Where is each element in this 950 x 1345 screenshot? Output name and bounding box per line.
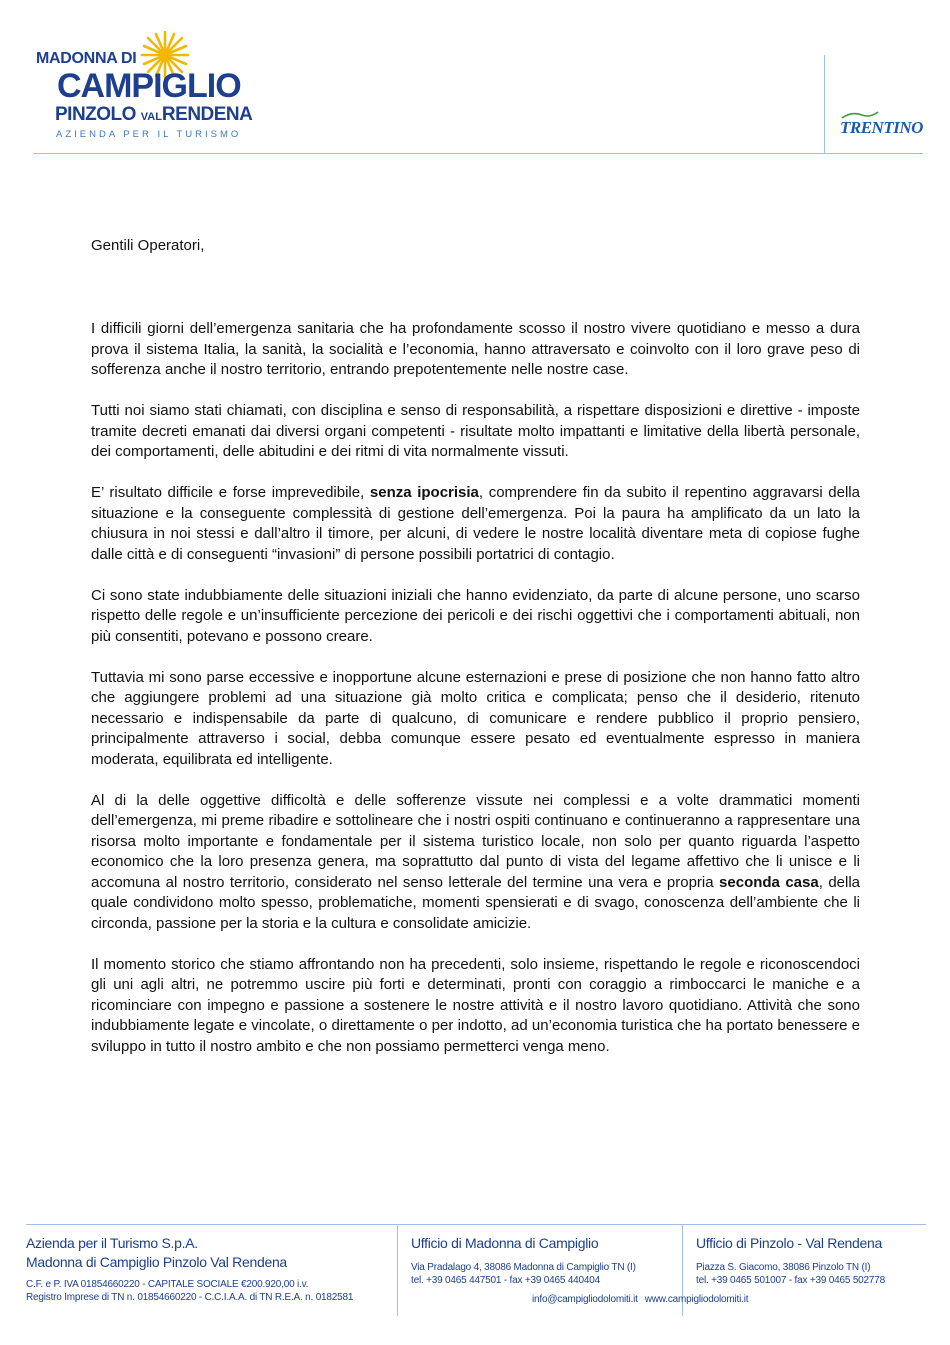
logo-text-rendena: RENDENA	[161, 104, 253, 125]
footer-divider	[26, 1224, 926, 1225]
letter-body	[91, 319, 860, 1078]
footer-divider-vertical-1	[397, 1224, 398, 1316]
paragraph-3	[91, 483, 860, 565]
paragraph-6	[91, 791, 860, 935]
footer-company-subtitle: Madonna di Campiglio Pinzolo Val Rendena	[26, 1254, 287, 1270]
paragraph-6-bold: seconda casa	[719, 873, 819, 891]
logo-text-val: VAL	[140, 111, 162, 123]
apt-logo	[30, 28, 260, 148]
footer-office-campiglio-title: Ufficio di Madonna di Campiglio	[411, 1235, 599, 1251]
paragraph-3-text-a: E’ risultato difficile e forse imprevedibile,	[91, 484, 370, 501]
logo-text-pinzolo-rendena	[55, 104, 252, 126]
paragraph-3-text-b: , comprendere fin da subito il repentino aggravarsi della situazione e la conseguente complessità di gestione dell’emergenza. Poi la paura ha amplificato da un lato la chiusura in noi stessi e dall’altro il timore, per alcuni, di vedere le nostre località diventare meta di copiose fughe dalle città e di conseguenti “invasioni” di persone possibili portatrici di contagio.	[91, 484, 860, 563]
logo-text-campiglio: CAMPIGLIO	[57, 67, 241, 105]
footer-office-campiglio-address: Via Pradalago 4, 38086 Madonna di Campiglio TN (I)	[411, 1262, 636, 1273]
footer-company-registry: Registro Imprese di TN n. 01854660220 - C.C.I.A.A. di TN R.E.A. n. 0182581	[26, 1292, 354, 1303]
letter-greeting: Gentili Operatori,	[91, 237, 205, 254]
footer-office-pinzolo-address: Piazza S. Giacomo, 38086 Pinzolo TN (I)	[696, 1262, 871, 1273]
paragraph-6-text-a: Al di la delle oggettive difficoltà e delle sofferenze vissute nei complessi e a volte drammatici momenti dell’emergenza, mi preme ribadire e sottolineare che i nostri ospiti continuano e continueranno a rappresentare una risorsa molto importante e fondamentale per il sistema turistico locale, non solo per quanto riguarda l’aspetto economico che la loro presenza genera, ma soprattutto dal punto di vista del legame affettivo che li unisce e li accomuna al nostro territorio, considerato nel senso letterale del termine una vera e propria	[91, 791, 860, 891]
paragraph-1: I difficili giorni dell’emergenza sanitaria che ha profondamente scosso il nostro vivere quotidiano e messo a dura prova il sistema Italia, la sanità, la socialità e l’economia, hanno attraversato e coinvolto con il loro grave peso di sofferenza anche il nostro territorio, entrando prepotentemente nelle nostre case.	[91, 320, 860, 378]
paragraph-2: Tutti noi siamo stati chiamati, con disciplina e senso di responsabilità, a rispettare disposizioni e direttive - imposte tramite decreti emanati dai diversi organi competenti - risultate molto impattanti e limitative della libertà personale, dei comportamenti, delle abitudini e dei ritmi di vita normalmente vissuti.	[91, 402, 860, 460]
footer-company-name: Azienda per il Turismo S.p.A.	[26, 1235, 198, 1251]
header-divider-vertical	[824, 55, 825, 153]
footer-office-pinzolo	[696, 1234, 885, 1287]
footer-office-pinzolo-phone: tel. +39 0465 501007 - fax +39 0465 502778	[696, 1275, 885, 1286]
header-divider	[33, 153, 923, 154]
footer-office-campiglio-phone: tel. +39 0465 447501 - fax +39 0465 440404	[411, 1275, 600, 1286]
logo-text-madonna-di: MADONNA DI	[36, 50, 137, 67]
footer-office-pinzolo-title: Ufficio di Pinzolo - Val Rendena	[696, 1235, 882, 1251]
logo-text-pinzolo: PINZOLO	[55, 104, 136, 125]
paragraph-5: Tuttavia mi sono parse eccessive e inopportune alcune esternazioni e prese di posizione che non hanno fatto altro che aggiungere problemi ad una situazione già molto critica e complicata; penso che il desiderio, ritenuto necessario e indispensabile da parte di qualcuno, di comunicare e rendere pubblico il proprio pensiero, principalmente attraverso i social, debba comunque essere pesato ed eventualmente espresso in maniera moderata, equilibrata ed intelligente.	[91, 668, 860, 768]
paragraph-4: Ci sono state indubbiamente delle situazioni iniziali che hanno evidenziato, da parte di alcune persone, uno scarso rispetto delle regole e un’insufficiente percezione dei pericoli e dei rischi oggettivi che i comportamenti abituali, non più consentiti, potevano e possono creare.	[91, 586, 860, 645]
footer-website-link[interactable]: www.campigliodolomiti.it	[644, 1294, 749, 1305]
footer-contacts	[532, 1294, 748, 1305]
paragraph-7: Il momento storico che stiamo affrontando non ha precedenti, solo insieme, rispettando le regole e riconoscendoci gli uni agli altri, ne potremmo uscire più forti e determinati, pronti con coraggio a rimboccarci le maniche e a ricominciare con impegno e passione a sostenere le nostre attività e il nostro lavoro quotidiano. Attività che sono indubbiamente legate e vincolate, o direttamente o per indotto, ad un’economia turistica che ha portato benessere e sviluppo in tutto il nostro ambito e che non possiamo permetterci venga meno.	[91, 955, 860, 1055]
trentino-logo-text: TRENTINO	[840, 118, 923, 137]
logo-subtitle: AZIENDA PER IL TURISMO	[56, 129, 242, 140]
footer-office-campiglio	[411, 1234, 636, 1287]
footer-email-link[interactable]: info@campigliodolomiti.it	[532, 1294, 638, 1305]
paragraph-6-text-b: , della quale condividono molto spesso, problematiche, momenti spensierati e di svago, conoscenza dell’ambiente che li circonda, passione per la storia e la cultura e consolidate amicizie.	[91, 873, 861, 932]
footer-company-vat: C.F. e P. IVA 01854660220 - CAPITALE SOCIALE €200.920,00 i.v.	[26, 1279, 309, 1290]
paragraph-3-bold: senza ipocrisia	[369, 484, 479, 501]
footer-company-info	[26, 1234, 353, 1304]
trentino-logo	[840, 118, 930, 144]
trentino-mark-icon	[840, 110, 880, 120]
